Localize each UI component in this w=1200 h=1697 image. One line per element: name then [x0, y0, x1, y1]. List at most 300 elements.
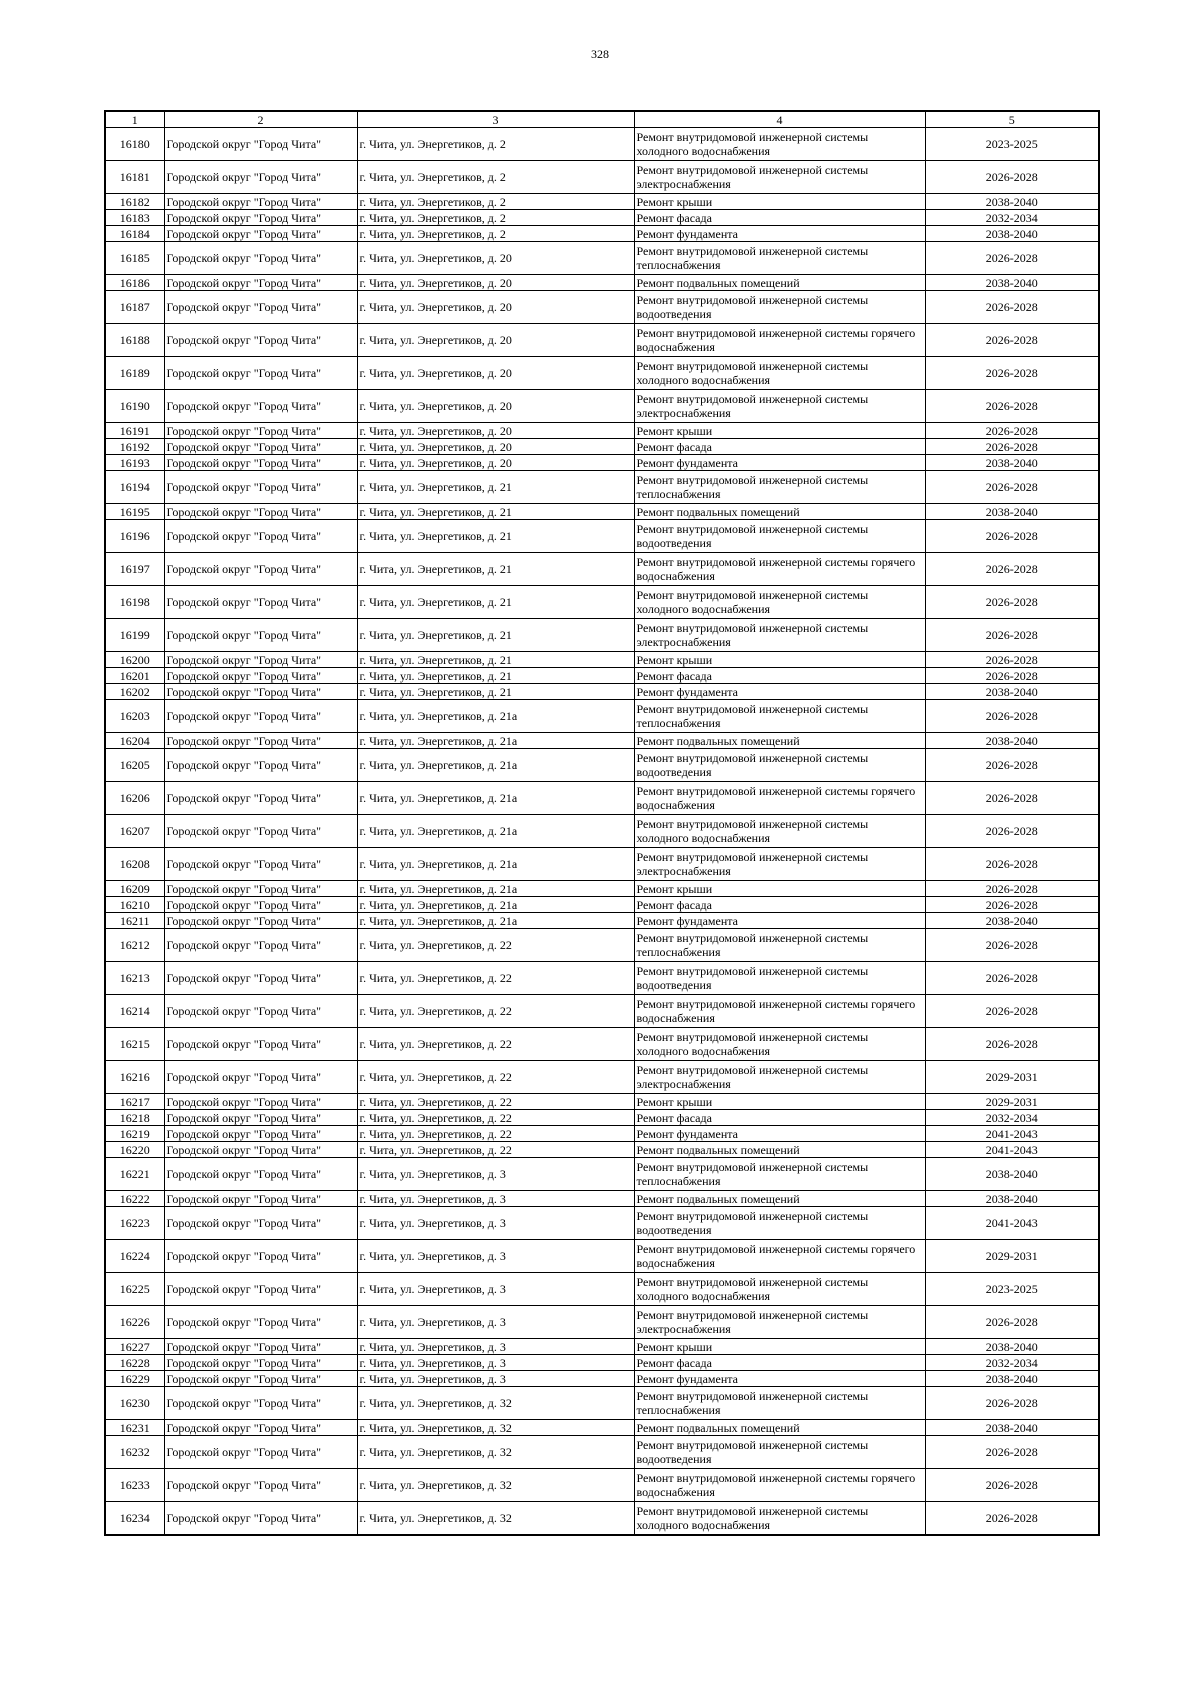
period-cell: 2026-2028	[925, 423, 1099, 439]
municipality-cell: Городской округ "Город Чита"	[164, 439, 357, 455]
municipality-cell: Городской округ "Город Чита"	[164, 553, 357, 586]
work-type-cell: Ремонт внутридомовой инженерной системы горячего водоснабжения	[634, 782, 925, 815]
municipality-cell: Городской округ "Город Чита"	[164, 929, 357, 962]
municipality-cell: Городской округ "Город Чита"	[164, 455, 357, 471]
address-cell: г. Чита, ул. Энергетиков, д. 21	[357, 504, 634, 520]
row-number-cell: 16187	[105, 291, 164, 324]
work-type-cell: Ремонт внутридомовой инженерной системы холодного водоснабжения	[634, 128, 925, 161]
municipality-cell: Городской округ "Город Чита"	[164, 1191, 357, 1207]
municipality-cell: Городской округ "Город Чита"	[164, 1110, 357, 1126]
row-number-cell: 16215	[105, 1028, 164, 1061]
work-type-cell: Ремонт внутридомовой инженерной системы теплоснабжения	[634, 1158, 925, 1191]
table-row	[105, 1306, 1099, 1339]
row-number-cell: 16227	[105, 1339, 164, 1355]
row-number-cell: 16199	[105, 619, 164, 652]
work-type-cell: Ремонт внутридомовой инженерной системы теплоснабжения	[634, 929, 925, 962]
period-cell: 2026-2028	[925, 1387, 1099, 1420]
work-type-cell: Ремонт внутридомовой инженерной системы электроснабжения	[634, 1306, 925, 1339]
work-type-cell: Ремонт внутридомовой инженерной системы горячего водоснабжения	[634, 553, 925, 586]
municipality-cell: Городской округ "Город Чита"	[164, 504, 357, 520]
work-type-cell: Ремонт внутридомовой инженерной системы теплоснабжения	[634, 700, 925, 733]
table-row	[105, 733, 1099, 749]
municipality-cell: Городской округ "Город Чита"	[164, 995, 357, 1028]
table-row	[105, 700, 1099, 733]
period-cell: 2026-2028	[925, 439, 1099, 455]
row-number-cell: 16186	[105, 275, 164, 291]
work-type-cell: Ремонт подвальных помещений	[634, 1420, 925, 1436]
table-row	[105, 668, 1099, 684]
period-cell: 2026-2028	[925, 553, 1099, 586]
municipality-cell: Городской округ "Город Чита"	[164, 913, 357, 929]
municipality-cell: Городской округ "Город Чита"	[164, 782, 357, 815]
row-number-cell: 16220	[105, 1142, 164, 1158]
table-row	[105, 1094, 1099, 1110]
period-cell: 2026-2028	[925, 619, 1099, 652]
address-cell: г. Чита, ул. Энергетиков, д. 2	[357, 210, 634, 226]
address-cell: г. Чита, ул. Энергетиков, д. 20	[357, 324, 634, 357]
table-row	[105, 161, 1099, 194]
period-cell: 2038-2040	[925, 455, 1099, 471]
municipality-cell: Городской округ "Город Чита"	[164, 390, 357, 423]
table-row	[105, 848, 1099, 881]
municipality-cell: Городской округ "Город Чита"	[164, 1469, 357, 1502]
municipality-cell: Городской округ "Город Чита"	[164, 1158, 357, 1191]
period-cell: 2026-2028	[925, 242, 1099, 275]
column-header: 1	[105, 111, 164, 128]
municipality-cell: Городской округ "Город Чита"	[164, 210, 357, 226]
table-row	[105, 586, 1099, 619]
row-number-cell: 16194	[105, 471, 164, 504]
address-cell: г. Чита, ул. Энергетиков, д. 22	[357, 1110, 634, 1126]
period-cell: 2026-2028	[925, 652, 1099, 668]
row-number-cell: 16197	[105, 553, 164, 586]
table-row	[105, 1061, 1099, 1094]
row-number-cell: 16233	[105, 1469, 164, 1502]
work-type-cell: Ремонт фундамента	[634, 684, 925, 700]
work-type-cell: Ремонт внутридомовой инженерной системы горячего водоснабжения	[634, 324, 925, 357]
address-cell: г. Чита, ул. Энергетиков, д. 22	[357, 1142, 634, 1158]
address-cell: г. Чита, ул. Энергетиков, д. 21	[357, 619, 634, 652]
address-cell: г. Чита, ул. Энергетиков, д. 3	[357, 1355, 634, 1371]
table-row	[105, 1371, 1099, 1387]
work-type-cell: Ремонт подвальных помещений	[634, 1142, 925, 1158]
period-cell: 2026-2028	[925, 668, 1099, 684]
work-type-cell: Ремонт внутридомовой инженерной системы горячего водоснабжения	[634, 1469, 925, 1502]
table-row	[105, 749, 1099, 782]
work-type-cell: Ремонт внутридомовой инженерной системы водоотведения	[634, 1436, 925, 1469]
period-cell: 2026-2028	[925, 1306, 1099, 1339]
row-number-cell: 16204	[105, 733, 164, 749]
work-type-cell: Ремонт подвальных помещений	[634, 733, 925, 749]
address-cell: г. Чита, ул. Энергетиков, д. 22	[357, 1126, 634, 1142]
address-cell: г. Чита, ул. Энергетиков, д. 32	[357, 1502, 634, 1536]
work-type-cell: Ремонт внутридомовой инженерной системы холодного водоснабжения	[634, 1502, 925, 1536]
period-cell: 2026-2028	[925, 324, 1099, 357]
table-row	[105, 1387, 1099, 1420]
row-number-cell: 16208	[105, 848, 164, 881]
municipality-cell: Городской округ "Город Чита"	[164, 1273, 357, 1306]
address-cell: г. Чита, ул. Энергетиков, д. 21	[357, 586, 634, 619]
municipality-cell: Городской округ "Город Чита"	[164, 1126, 357, 1142]
period-cell: 2041-2043	[925, 1142, 1099, 1158]
table-row	[105, 962, 1099, 995]
work-type-cell: Ремонт фасада	[634, 1110, 925, 1126]
row-number-cell: 16232	[105, 1436, 164, 1469]
work-type-cell: Ремонт фасада	[634, 1355, 925, 1371]
municipality-cell: Городской округ "Город Чита"	[164, 1240, 357, 1273]
period-cell: 2041-2043	[925, 1207, 1099, 1240]
period-cell: 2026-2028	[925, 1502, 1099, 1536]
row-number-cell: 16206	[105, 782, 164, 815]
address-cell: г. Чита, ул. Энергетиков, д. 20	[357, 275, 634, 291]
row-number-cell: 16201	[105, 668, 164, 684]
address-cell: г. Чита, ул. Энергетиков, д. 20	[357, 390, 634, 423]
municipality-cell: Городской округ "Город Чита"	[164, 749, 357, 782]
municipality-cell: Городской округ "Город Чита"	[164, 1061, 357, 1094]
address-cell: г. Чита, ул. Энергетиков, д. 22	[357, 995, 634, 1028]
address-cell: г. Чита, ул. Энергетиков, д. 22	[357, 1094, 634, 1110]
period-cell: 2038-2040	[925, 504, 1099, 520]
table-row	[105, 553, 1099, 586]
table-row	[105, 291, 1099, 324]
work-type-cell: Ремонт внутридомовой инженерной системы горячего водоснабжения	[634, 995, 925, 1028]
municipality-cell: Городской округ "Город Чита"	[164, 1142, 357, 1158]
work-type-cell: Ремонт внутридомовой инженерной системы водоотведения	[634, 291, 925, 324]
municipality-cell: Городской округ "Город Чита"	[164, 815, 357, 848]
table-row	[105, 652, 1099, 668]
municipality-cell: Городской округ "Город Чита"	[164, 520, 357, 553]
period-cell: 2038-2040	[925, 1420, 1099, 1436]
address-cell: г. Чита, ул. Энергетиков, д. 21	[357, 668, 634, 684]
table-row	[105, 1240, 1099, 1273]
municipality-cell: Городской округ "Город Чита"	[164, 226, 357, 242]
period-cell: 2026-2028	[925, 700, 1099, 733]
period-cell: 2026-2028	[925, 161, 1099, 194]
municipality-cell: Городской округ "Город Чита"	[164, 684, 357, 700]
municipality-cell: Городской округ "Город Чита"	[164, 291, 357, 324]
table-row	[105, 897, 1099, 913]
row-number-cell: 16211	[105, 913, 164, 929]
work-type-cell: Ремонт крыши	[634, 423, 925, 439]
address-cell: г. Чита, ул. Энергетиков, д. 2	[357, 161, 634, 194]
row-number-cell: 16212	[105, 929, 164, 962]
row-number-cell: 16224	[105, 1240, 164, 1273]
address-cell: г. Чита, ул. Энергетиков, д. 32	[357, 1436, 634, 1469]
period-cell: 2029-2031	[925, 1240, 1099, 1273]
row-number-cell: 16209	[105, 881, 164, 897]
municipality-cell: Городской округ "Город Чита"	[164, 194, 357, 210]
address-cell: г. Чита, ул. Энергетиков, д. 20	[357, 423, 634, 439]
row-number-cell: 16234	[105, 1502, 164, 1536]
municipality-cell: Городской округ "Город Чита"	[164, 161, 357, 194]
row-number-cell: 16183	[105, 210, 164, 226]
period-cell: 2026-2028	[925, 586, 1099, 619]
work-type-cell: Ремонт крыши	[634, 881, 925, 897]
period-cell: 2041-2043	[925, 1126, 1099, 1142]
work-type-cell: Ремонт подвальных помещений	[634, 504, 925, 520]
period-cell: 2026-2028	[925, 848, 1099, 881]
work-type-cell: Ремонт внутридомовой инженерной системы водоотведения	[634, 749, 925, 782]
table-row	[105, 881, 1099, 897]
column-number-header-row	[105, 111, 1099, 128]
table-row	[105, 1355, 1099, 1371]
period-cell: 2026-2028	[925, 471, 1099, 504]
work-type-cell: Ремонт внутридомовой инженерной системы теплоснабжения	[634, 471, 925, 504]
table-row	[105, 1420, 1099, 1436]
address-cell: г. Чита, ул. Энергетиков, д. 21а	[357, 897, 634, 913]
work-type-cell: Ремонт внутридомовой инженерной системы электроснабжения	[634, 1061, 925, 1094]
period-cell: 2029-2031	[925, 1094, 1099, 1110]
address-cell: г. Чита, ул. Энергетиков, д. 2	[357, 194, 634, 210]
work-type-cell: Ремонт внутридомовой инженерной системы электроснабжения	[634, 619, 925, 652]
address-cell: г. Чита, ул. Энергетиков, д. 21а	[357, 733, 634, 749]
column-header: 4	[634, 111, 925, 128]
row-number-cell: 16202	[105, 684, 164, 700]
repair-schedule-table	[104, 110, 1100, 1536]
address-cell: г. Чита, ул. Энергетиков, д. 20	[357, 455, 634, 471]
row-number-cell: 16193	[105, 455, 164, 471]
table-row	[105, 913, 1099, 929]
period-cell: 2026-2028	[925, 291, 1099, 324]
row-number-cell: 16198	[105, 586, 164, 619]
period-cell: 2032-2034	[925, 210, 1099, 226]
period-cell: 2023-2025	[925, 128, 1099, 161]
row-number-cell: 16200	[105, 652, 164, 668]
work-type-cell: Ремонт фундамента	[634, 1126, 925, 1142]
municipality-cell: Городской округ "Город Чита"	[164, 619, 357, 652]
address-cell: г. Чита, ул. Энергетиков, д. 3	[357, 1339, 634, 1355]
table-row	[105, 357, 1099, 390]
row-number-cell: 16191	[105, 423, 164, 439]
table-row	[105, 1158, 1099, 1191]
municipality-cell: Городской округ "Город Чита"	[164, 1028, 357, 1061]
municipality-cell: Городской округ "Город Чита"	[164, 700, 357, 733]
address-cell: г. Чита, ул. Энергетиков, д. 21	[357, 684, 634, 700]
table-row	[105, 455, 1099, 471]
table-row	[105, 1502, 1099, 1536]
work-type-cell: Ремонт внутридомовой инженерной системы электроснабжения	[634, 161, 925, 194]
period-cell: 2038-2040	[925, 1371, 1099, 1387]
table-row	[105, 128, 1099, 161]
work-type-cell: Ремонт внутридомовой инженерной системы водоотведения	[634, 962, 925, 995]
table-row	[105, 1110, 1099, 1126]
row-number-cell: 16185	[105, 242, 164, 275]
row-number-cell: 16231	[105, 1420, 164, 1436]
period-cell: 2026-2028	[925, 520, 1099, 553]
table-row	[105, 1469, 1099, 1502]
address-cell: г. Чита, ул. Энергетиков, д. 32	[357, 1387, 634, 1420]
municipality-cell: Городской округ "Город Чита"	[164, 881, 357, 897]
table-row	[105, 275, 1099, 291]
period-cell: 2026-2028	[925, 749, 1099, 782]
work-type-cell: Ремонт внутридомовой инженерной системы холодного водоснабжения	[634, 1273, 925, 1306]
municipality-cell: Городской округ "Город Чита"	[164, 586, 357, 619]
page-number: 328	[591, 47, 609, 61]
table-row	[105, 242, 1099, 275]
table-row	[105, 815, 1099, 848]
municipality-cell: Городской округ "Город Чита"	[164, 242, 357, 275]
table-row	[105, 504, 1099, 520]
address-cell: г. Чита, ул. Энергетиков, д. 21	[357, 652, 634, 668]
period-cell: 2023-2025	[925, 1273, 1099, 1306]
row-number-cell: 16190	[105, 390, 164, 423]
address-cell: г. Чита, ул. Энергетиков, д. 21а	[357, 881, 634, 897]
work-type-cell: Ремонт фасада	[634, 897, 925, 913]
address-cell: г. Чита, ул. Энергетиков, д. 20	[357, 439, 634, 455]
row-number-cell: 16213	[105, 962, 164, 995]
table-row	[105, 1273, 1099, 1306]
table-row	[105, 471, 1099, 504]
address-cell: г. Чита, ул. Энергетиков, д. 21	[357, 471, 634, 504]
work-type-cell: Ремонт внутридомовой инженерной системы теплоснабжения	[634, 242, 925, 275]
table-row	[105, 1339, 1099, 1355]
period-cell: 2026-2028	[925, 815, 1099, 848]
municipality-cell: Городской округ "Город Чита"	[164, 357, 357, 390]
municipality-cell: Городской округ "Город Чита"	[164, 668, 357, 684]
period-cell: 2038-2040	[925, 226, 1099, 242]
table-row	[105, 929, 1099, 962]
period-cell: 2026-2028	[925, 782, 1099, 815]
row-number-cell: 16222	[105, 1191, 164, 1207]
table-row	[105, 1126, 1099, 1142]
period-cell: 2032-2034	[925, 1355, 1099, 1371]
address-cell: г. Чита, ул. Энергетиков, д. 3	[357, 1158, 634, 1191]
table-row	[105, 194, 1099, 210]
row-number-cell: 16196	[105, 520, 164, 553]
table-row	[105, 520, 1099, 553]
work-type-cell: Ремонт внутридомовой инженерной системы холодного водоснабжения	[634, 586, 925, 619]
table-row	[105, 390, 1099, 423]
table-row	[105, 226, 1099, 242]
row-number-cell: 16203	[105, 700, 164, 733]
period-cell: 2038-2040	[925, 913, 1099, 929]
row-number-cell: 16195	[105, 504, 164, 520]
table-row	[105, 684, 1099, 700]
municipality-cell: Городской округ "Город Чита"	[164, 324, 357, 357]
address-cell: г. Чита, ул. Энергетиков, д. 22	[357, 1028, 634, 1061]
municipality-cell: Городской округ "Город Чита"	[164, 1387, 357, 1420]
period-cell: 2038-2040	[925, 275, 1099, 291]
work-type-cell: Ремонт внутридомовой инженерной системы водоотведения	[634, 1207, 925, 1240]
work-type-cell: Ремонт фундамента	[634, 226, 925, 242]
period-cell: 2026-2028	[925, 390, 1099, 423]
row-number-cell: 16216	[105, 1061, 164, 1094]
period-cell: 2026-2028	[925, 929, 1099, 962]
address-cell: г. Чита, ул. Энергетиков, д. 22	[357, 1061, 634, 1094]
address-cell: г. Чита, ул. Энергетиков, д. 20	[357, 291, 634, 324]
period-cell: 2038-2040	[925, 1158, 1099, 1191]
municipality-cell: Городской округ "Город Чита"	[164, 1306, 357, 1339]
column-header: 5	[925, 111, 1099, 128]
row-number-cell: 16214	[105, 995, 164, 1028]
table-row	[105, 1436, 1099, 1469]
work-type-cell: Ремонт фундамента	[634, 1371, 925, 1387]
work-type-cell: Ремонт внутридомовой инженерной системы теплоснабжения	[634, 1387, 925, 1420]
work-type-cell: Ремонт подвальных помещений	[634, 275, 925, 291]
period-cell: 2026-2028	[925, 962, 1099, 995]
municipality-cell: Городской округ "Город Чита"	[164, 1094, 357, 1110]
row-number-cell: 16188	[105, 324, 164, 357]
period-cell: 2038-2040	[925, 194, 1099, 210]
period-cell: 2026-2028	[925, 995, 1099, 1028]
work-type-cell: Ремонт внутридомовой инженерной системы холодного водоснабжения	[634, 815, 925, 848]
period-cell: 2032-2034	[925, 1110, 1099, 1126]
address-cell: г. Чита, ул. Энергетиков, д. 3	[357, 1240, 634, 1273]
municipality-cell: Городской округ "Город Чита"	[164, 471, 357, 504]
address-cell: г. Чита, ул. Энергетиков, д. 21а	[357, 815, 634, 848]
table-row	[105, 1207, 1099, 1240]
municipality-cell: Городской округ "Город Чита"	[164, 962, 357, 995]
work-type-cell: Ремонт внутридомовой инженерной системы холодного водоснабжения	[634, 357, 925, 390]
row-number-cell: 16230	[105, 1387, 164, 1420]
column-header: 3	[357, 111, 634, 128]
work-type-cell: Ремонт крыши	[634, 194, 925, 210]
table-row	[105, 619, 1099, 652]
address-cell: г. Чита, ул. Энергетиков, д. 21а	[357, 782, 634, 815]
municipality-cell: Городской округ "Город Чита"	[164, 733, 357, 749]
row-number-cell: 16207	[105, 815, 164, 848]
row-number-cell: 16205	[105, 749, 164, 782]
table-row	[105, 423, 1099, 439]
address-cell: г. Чита, ул. Энергетиков, д. 3	[357, 1273, 634, 1306]
work-type-cell: Ремонт внутридомовой инженерной системы электроснабжения	[634, 848, 925, 881]
period-cell: 2026-2028	[925, 1436, 1099, 1469]
work-type-cell: Ремонт фасада	[634, 668, 925, 684]
work-type-cell: Ремонт внутридомовой инженерной системы холодного водоснабжения	[634, 1028, 925, 1061]
work-type-cell: Ремонт фундамента	[634, 455, 925, 471]
period-cell: 2038-2040	[925, 733, 1099, 749]
municipality-cell: Городской округ "Город Чита"	[164, 897, 357, 913]
address-cell: г. Чита, ул. Энергетиков, д. 2	[357, 128, 634, 161]
table-row	[105, 782, 1099, 815]
address-cell: г. Чита, ул. Энергетиков, д. 20	[357, 357, 634, 390]
municipality-cell: Городской округ "Город Чита"	[164, 848, 357, 881]
address-cell: г. Чита, ул. Энергетиков, д. 3	[357, 1191, 634, 1207]
row-number-cell: 16221	[105, 1158, 164, 1191]
row-number-cell: 16192	[105, 439, 164, 455]
period-cell: 2029-2031	[925, 1061, 1099, 1094]
row-number-cell: 16228	[105, 1355, 164, 1371]
municipality-cell: Городской округ "Город Чита"	[164, 1207, 357, 1240]
table-row	[105, 1191, 1099, 1207]
table-row	[105, 1142, 1099, 1158]
address-cell: г. Чита, ул. Энергетиков, д. 3	[357, 1207, 634, 1240]
address-cell: г. Чита, ул. Энергетиков, д. 21	[357, 520, 634, 553]
municipality-cell: Городской округ "Город Чита"	[164, 1502, 357, 1536]
period-cell: 2026-2028	[925, 1028, 1099, 1061]
table-row	[105, 324, 1099, 357]
municipality-cell: Городской округ "Город Чита"	[164, 1355, 357, 1371]
period-cell: 2026-2028	[925, 897, 1099, 913]
period-cell: 2038-2040	[925, 1339, 1099, 1355]
table-row	[105, 995, 1099, 1028]
address-cell: г. Чита, ул. Энергетиков, д. 21	[357, 553, 634, 586]
work-type-cell: Ремонт внутридомовой инженерной системы горячего водоснабжения	[634, 1240, 925, 1273]
row-number-cell: 16219	[105, 1126, 164, 1142]
work-type-cell: Ремонт крыши	[634, 652, 925, 668]
address-cell: г. Чита, ул. Энергетиков, д. 3	[357, 1306, 634, 1339]
row-number-cell: 16210	[105, 897, 164, 913]
municipality-cell: Городской округ "Город Чита"	[164, 423, 357, 439]
municipality-cell: Городской округ "Город Чита"	[164, 1371, 357, 1387]
address-cell: г. Чита, ул. Энергетиков, д. 2	[357, 226, 634, 242]
table-row	[105, 210, 1099, 226]
row-number-cell: 16217	[105, 1094, 164, 1110]
address-cell: г. Чита, ул. Энергетиков, д. 20	[357, 242, 634, 275]
period-cell: 2026-2028	[925, 881, 1099, 897]
address-cell: г. Чита, ул. Энергетиков, д. 21а	[357, 848, 634, 881]
address-cell: г. Чита, ул. Энергетиков, д. 22	[357, 929, 634, 962]
